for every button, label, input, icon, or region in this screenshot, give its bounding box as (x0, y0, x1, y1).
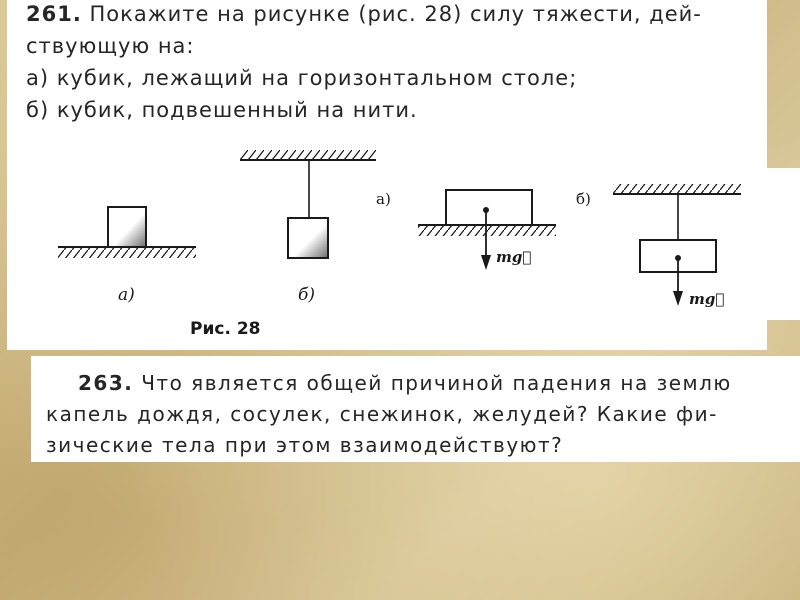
cube (108, 207, 146, 247)
force-label-b: mg⃗ (689, 290, 725, 308)
figure-caption: Рис. 28 (190, 319, 261, 339)
problem-261-line2: ствующую на: (26, 34, 195, 58)
problem-263-line3: зические тела при этом взаимодействуют? (46, 433, 564, 457)
cube (288, 218, 328, 258)
label-right-b: б) (576, 190, 591, 208)
problem-261-number: 261. (26, 2, 82, 26)
figure-right-b-force-diagram (576, 184, 741, 308)
problem-263-line1-text: Что является общей причиной падения на землю (141, 371, 732, 395)
figure-left-a-cube-on-table (58, 207, 196, 305)
label-right-a: а) (376, 190, 391, 208)
problem-263-number: 263. (78, 371, 134, 395)
problem-261-line1-text: Покажите на рисунке (рис. 28) силу тяжести, дей- (89, 2, 702, 26)
label-left-b: б) (298, 285, 316, 305)
problem-263-line2: капель дождя, сосулек, снежинок, желудей? Какие фи- (46, 402, 718, 426)
label-left-a: а) (118, 285, 135, 305)
block (446, 190, 532, 225)
problem-261-item-a: а) кубик, лежащий на горизонтальном столе; (26, 66, 578, 90)
figure-right-a-force-diagram (376, 190, 556, 270)
force-label-a: mg⃗ (496, 248, 532, 266)
problem-263-line1 (78, 371, 732, 395)
figure-left-b-cube-on-thread (240, 150, 376, 305)
problem-261-item-b: б) кубик, подвешенный на нити. (26, 98, 418, 122)
